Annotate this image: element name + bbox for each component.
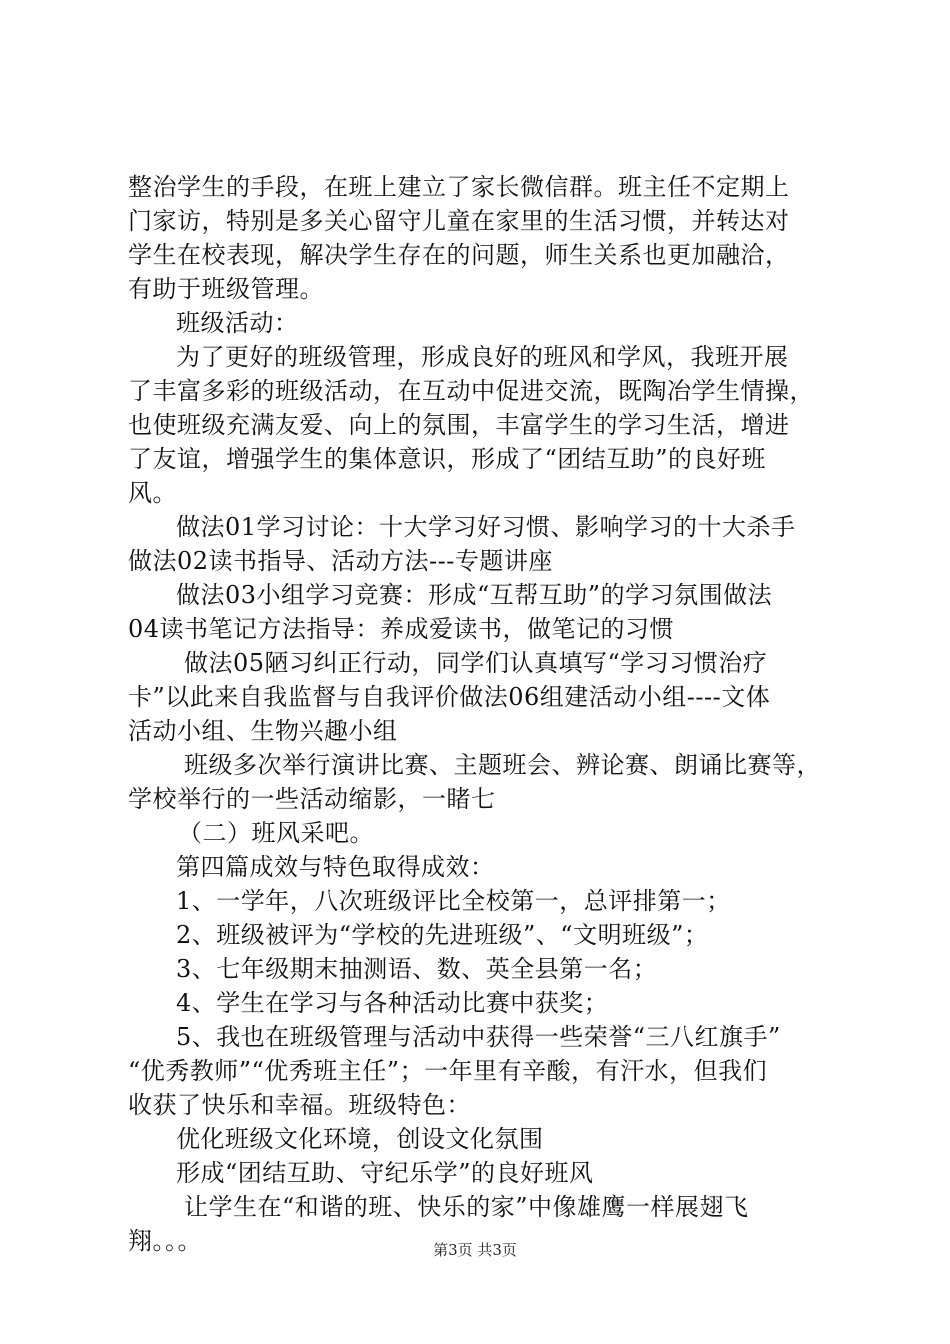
section-heading: 第四篇成效与特色取得成效： bbox=[176, 853, 495, 881]
text-line: 班级多次举行演讲比赛、主题班会、辨论赛、朗诵比赛等， bbox=[184, 751, 821, 779]
text-line: （二）班风采吧。 bbox=[178, 819, 374, 847]
text-line: 翔。。。 bbox=[128, 1227, 202, 1255]
text-line: “优秀教师”“优秀班主任”；一年里有辛酸，有汗水，但我们 bbox=[128, 1057, 768, 1085]
text-line: 有助于班级管理。 bbox=[128, 275, 324, 303]
list-item: 2、班级被评为“学校的先进班级”、“文明班级”； bbox=[176, 921, 709, 949]
document-body bbox=[128, 170, 844, 1258]
text-line: 优化班级文化环境，创设文化氛围 bbox=[176, 1125, 544, 1153]
page-number-footer: 第3页 共3页 bbox=[433, 1241, 517, 1259]
text-line: 形成“团结互助、守纪乐学”的良好班风 bbox=[176, 1159, 594, 1187]
text-line: 让学生在“和谐的班、快乐的家”中像雄鹰一样展翅飞 bbox=[184, 1193, 749, 1221]
text-line: 卡”以此来自我监督与自我评价做法06组建活动小组----文体 bbox=[128, 683, 771, 711]
text-line: 门家访，特别是多关心留守儿童在家里的生活习惯，并转达对 bbox=[128, 207, 790, 235]
text-line: 整治学生的手段，在班上建立了家长微信群。班主任不定期上 bbox=[128, 173, 790, 201]
list-item: 1、一学年，八次班级评比全校第一，总评排第一； bbox=[176, 887, 731, 915]
text-line: 为了更好的班级管理，形成良好的班风和学风，我班开展 bbox=[176, 343, 789, 371]
list-item: 4、学生在学习与各种活动比赛中获奖； bbox=[176, 989, 609, 1017]
text-line: 活动小组、生物兴趣小组 bbox=[128, 717, 398, 745]
text-line: 了丰富多彩的班级活动，在互动中促进交流，既陶冶学生情操， bbox=[128, 377, 814, 405]
text-line: 风。 bbox=[128, 479, 177, 507]
text-line: 做法02读书指导、活动方法---专题讲座 bbox=[128, 547, 553, 575]
text-line: 做法05陋习纠正行动，同学们认真填写“学习习惯治疗 bbox=[184, 649, 768, 677]
text-line: 学校举行的一些活动缩影，一睹七 bbox=[128, 785, 496, 813]
list-item: 3、七年级期末抽测语、数、英全县第一名； bbox=[176, 955, 658, 983]
text-line: 学生在校表现，解决学生存在的问题，师生关系也更加融洽， bbox=[128, 241, 790, 269]
text-line: 了友谊，增强学生的集体意识，形成了“团结互助”的良好班 bbox=[128, 445, 767, 473]
text-line: 做法03小组学习竞赛：形成“互帮互助”的学习氛围做法 bbox=[176, 581, 773, 609]
list-item: 5、我也在班级管理与活动中获得一些荣誉“三八红旗手” bbox=[176, 1023, 781, 1051]
text-line: 做法01学习讨论：十大学习好习惯、影响学习的十大杀手 bbox=[176, 513, 796, 541]
text-line: 也使班级充满友爱、向上的氛围，丰富学生的学习生活，增进 bbox=[128, 411, 790, 439]
text-line: 04读书笔记方法指导：养成爱读书，做笔记的习惯 bbox=[128, 615, 675, 643]
text-line: 收获了快乐和幸福。班级特色： bbox=[128, 1091, 471, 1119]
section-heading: 班级活动： bbox=[176, 309, 299, 337]
